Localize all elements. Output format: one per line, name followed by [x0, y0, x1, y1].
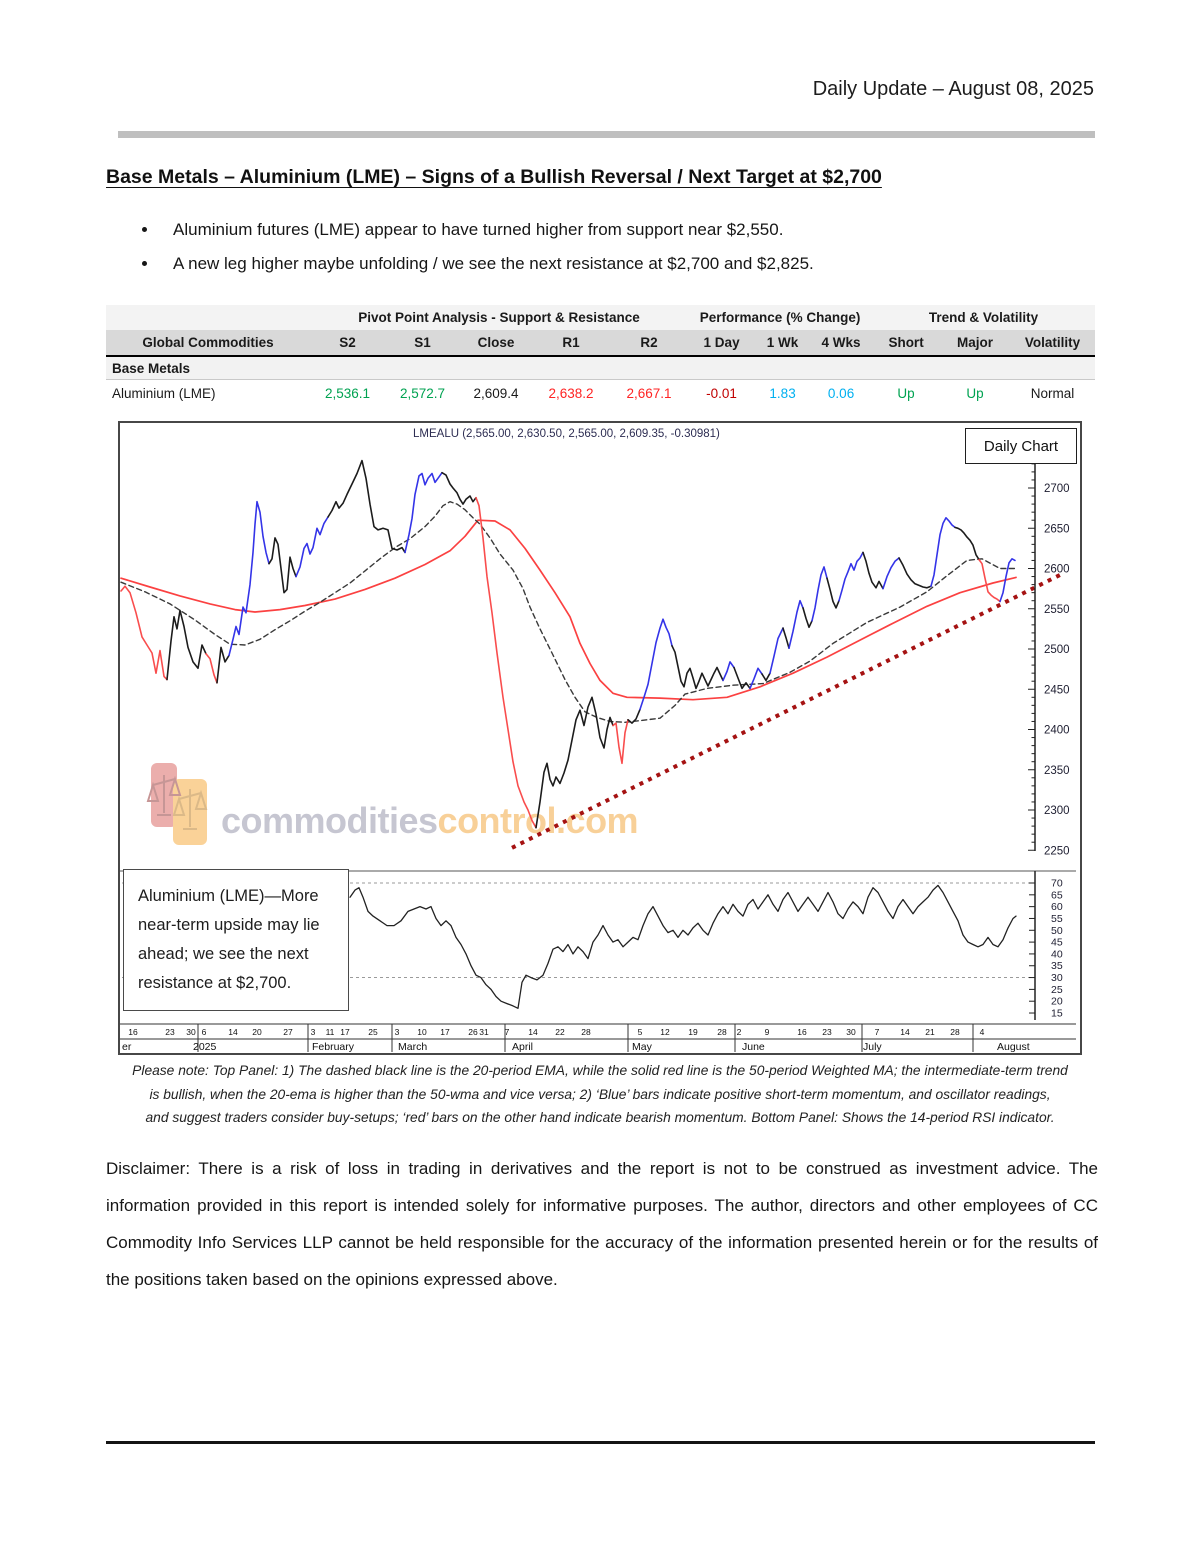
- day-label: 31: [479, 1027, 489, 1037]
- price-segment-blk: [328, 461, 405, 553]
- rsi-axis-label: 35: [1051, 960, 1063, 973]
- table-cell: 1.83: [755, 380, 810, 407]
- rsi-axis-label: 70: [1051, 877, 1063, 890]
- price-segment-blu: [750, 668, 762, 688]
- price-segment-red: [476, 498, 536, 828]
- table-column-header: R1: [532, 330, 610, 356]
- day-label: 7: [874, 1027, 880, 1037]
- day-label: 28: [950, 1027, 960, 1037]
- price-segment-red: [121, 586, 167, 679]
- rsi-axis-label: 15: [1051, 1007, 1063, 1020]
- price-segment-red: [979, 560, 1000, 602]
- month-label: March: [398, 1041, 428, 1053]
- chart-annotation-box: [123, 869, 349, 1011]
- bullet-item: • Aluminium futures (LME) appear to have turned higher from support near $2,550.: [159, 220, 814, 240]
- day-label: 17: [340, 1027, 350, 1037]
- table-column-header: 1 Day: [688, 330, 755, 356]
- month-label: August: [997, 1041, 1030, 1053]
- table-column-header: 1 Wk: [755, 330, 810, 356]
- day-label: 3: [310, 1027, 316, 1037]
- price-segment-blu: [296, 517, 328, 577]
- bottom-rule: [106, 1441, 1095, 1444]
- table-section-row: [106, 356, 1095, 380]
- rsi-axis-label: 30: [1051, 972, 1063, 985]
- day-label: 28: [717, 1027, 727, 1037]
- day-label: 2: [736, 1027, 742, 1037]
- chart-annotation-text: Aluminium (LME)—More near-term upside may lie ahead; we see the next resistance at $2,700.: [138, 887, 320, 992]
- rsi-axis-label: 55: [1051, 912, 1063, 925]
- price-segment-blk: [442, 473, 476, 504]
- day-label: 25: [368, 1027, 378, 1037]
- page-header-date: Daily Update – August 08, 2025: [812, 78, 1094, 100]
- price-segment-blu: [931, 518, 955, 586]
- table-cell: Up: [940, 380, 1010, 407]
- price-axis-label: 2600: [1044, 563, 1070, 576]
- price-segment-blu: [839, 552, 863, 600]
- rsi-axis-label: 45: [1051, 936, 1063, 949]
- price-chart-panel: [118, 421, 1082, 1055]
- price-segment-blk: [827, 578, 839, 608]
- chart-title: LMEALU (2,565.00, 2,630.50, 2,565.00, 2,609.35, -0.30981): [413, 428, 720, 440]
- price-segment-blu: [229, 502, 269, 656]
- day-label: 3: [394, 1027, 400, 1037]
- price-segment-blu: [789, 601, 803, 649]
- table-group-header: Pivot Point Analysis - Support & Resistance: [310, 305, 688, 330]
- table-group-header: Trend & Volatility: [872, 305, 1095, 330]
- price-axis-label: 2400: [1044, 724, 1070, 737]
- bullet-list: [141, 220, 814, 288]
- price-segment-blk: [783, 628, 789, 648]
- price-axis-label: 2700: [1044, 483, 1070, 495]
- support-trendline: [512, 575, 1060, 848]
- table-column-header: S1: [385, 330, 460, 356]
- footnote-line: and suggest traders consider buy-setups; ‘red’ bars on the other hand indicate bearish momentum. Bottom Panel: Shows the 14-period RSI indicator.: [145, 1110, 1055, 1125]
- table-cell: 2,667.1: [610, 380, 688, 407]
- day-label: 28: [581, 1027, 591, 1037]
- day-label: 5: [637, 1027, 643, 1037]
- price-segment-blu: [770, 628, 783, 673]
- table-group-header: Performance (% Change): [688, 305, 872, 330]
- price-axis-label: 2550: [1044, 603, 1070, 616]
- footnote-line: Please note: Top Panel: 1) The dashed black line is the 20-period EMA, while the solid red line is the 50-period Weighted MA; the intermediate-term trend: [132, 1063, 1068, 1078]
- price-segment-blk: [899, 558, 931, 588]
- table-column-header: Volatility: [1010, 330, 1095, 356]
- price-segment-blu: [883, 558, 899, 589]
- disclaimer-text: Disclaimer: There is a risk of loss in trading in derivatives and the report is not to be construed as investment advice. The information provided in this report is intended solely for informative purposes. The author, directors and other employees of CC Commodity Info Services LLP cannot be held responsible for the accuracy of the information presented herein or for the results of the positions taken based on the opinions expressed above.: [106, 1159, 1098, 1289]
- month-label: May: [632, 1041, 652, 1053]
- table-column-header: 4 Wks: [810, 330, 872, 356]
- day-label: 19: [688, 1027, 698, 1037]
- day-label: 10: [417, 1027, 427, 1037]
- price-segment-blu: [812, 567, 827, 621]
- month-label: April: [512, 1041, 534, 1053]
- price-segment-red: [206, 654, 217, 683]
- rsi-axis-label: 60: [1051, 901, 1063, 914]
- month-label: 2025: [193, 1041, 217, 1053]
- table-row: [106, 380, 1095, 407]
- rsi-line: [350, 885, 1016, 1008]
- watermark-text: commoditiescontrol.com: [221, 800, 639, 841]
- day-label: 7: [504, 1027, 510, 1037]
- table-column-header: Major: [940, 330, 1010, 356]
- day-label: 30: [846, 1027, 856, 1037]
- day-label: 12: [660, 1027, 670, 1037]
- price-segment-blk: [217, 647, 229, 682]
- table-cell: 2,536.1: [310, 380, 385, 407]
- rsi-axis-label: 25: [1051, 983, 1063, 996]
- month-label: July: [863, 1041, 882, 1053]
- wma50-line: [121, 520, 1016, 700]
- section-title: Base Metals – Aluminium (LME) – Signs of a Bullish Reversal / Next Target at $2,700: [106, 166, 882, 188]
- price-axis-label: 2250: [1044, 845, 1070, 858]
- price-segment-blk: [762, 673, 770, 680]
- table-cell: Aluminium (LME): [106, 380, 310, 407]
- price-segment-blk: [803, 608, 812, 627]
- price-segment-blk: [536, 697, 613, 827]
- day-label: 21: [925, 1027, 935, 1037]
- table-cell: 2,638.2: [532, 380, 610, 407]
- table-column-header: R2: [610, 330, 688, 356]
- day-label: 14: [528, 1027, 538, 1037]
- table-column-header: Global Commodities: [106, 330, 310, 356]
- day-label: 6: [201, 1027, 207, 1037]
- table-cell: Normal: [1010, 380, 1095, 407]
- table-cell: 2,609.4: [460, 380, 532, 407]
- chart-footnote: [100, 1059, 1100, 1130]
- table-cell: -0.01: [688, 380, 755, 407]
- price-axis-label: 2500: [1044, 644, 1070, 656]
- daily-chart-label-box: [965, 428, 1077, 464]
- day-label: 27: [283, 1027, 293, 1037]
- price-segment-blk: [167, 610, 206, 679]
- table-column-header-row: [106, 330, 1095, 356]
- footnote-line: is bullish, when the 20-ema is higher than the 50-wma and vice versa; 2) ‘Blue’ bars indicate positive short-term momentum, and oscillator readings,: [149, 1086, 1051, 1102]
- price-axis-label: 2350: [1044, 764, 1070, 777]
- month-label: June: [742, 1041, 765, 1053]
- day-label: 23: [165, 1027, 175, 1037]
- table-section-label: Base Metals: [106, 356, 1095, 380]
- rsi-axis-label: 20: [1051, 995, 1063, 1008]
- daily-chart-label: Daily Chart: [983, 437, 1059, 455]
- day-label: 22: [555, 1027, 565, 1037]
- price-segment-blk: [955, 527, 979, 559]
- table-cell: Up: [872, 380, 940, 407]
- commodity-table: [106, 305, 1095, 406]
- price-segment-blu: [723, 662, 734, 681]
- month-label: er: [122, 1041, 132, 1053]
- price-segment-blk: [672, 646, 723, 689]
- price-segment-blu: [405, 473, 442, 553]
- month-label: February: [312, 1041, 355, 1053]
- day-label: 17: [440, 1027, 450, 1037]
- day-label: 26: [468, 1027, 478, 1037]
- price-axis-label: 2450: [1044, 684, 1070, 697]
- price-segment-blk: [863, 552, 883, 588]
- day-label: 14: [228, 1027, 238, 1037]
- day-label: 23: [822, 1027, 832, 1037]
- table-column-header: Close: [460, 330, 532, 356]
- price-segment-blk: [269, 538, 296, 593]
- rsi-axis-label: 50: [1051, 924, 1063, 937]
- table-column-header: Short: [872, 330, 940, 356]
- price-axis-label: 2300: [1044, 805, 1070, 817]
- rsi-axis-label: 65: [1051, 889, 1063, 902]
- day-label: 11: [325, 1027, 335, 1037]
- day-label: 30: [186, 1027, 196, 1037]
- table-group-header-row: [106, 305, 1095, 330]
- day-label: 4: [979, 1027, 985, 1037]
- price-axis-label: 2650: [1044, 523, 1070, 536]
- day-label: 9: [764, 1027, 770, 1037]
- header-divider-bar: [118, 131, 1095, 138]
- rsi-axis-label: 40: [1051, 948, 1063, 961]
- price-segment-blu: [640, 619, 672, 709]
- bullet-item: • A new leg higher maybe unfolding / we see the next resistance at $2,700 and $2,825.: [159, 254, 814, 274]
- table-cell: 0.06: [810, 380, 872, 407]
- price-segment-red: [613, 720, 628, 764]
- day-label: 14: [900, 1027, 910, 1037]
- day-label: 16: [797, 1027, 807, 1037]
- table-column-header: S2: [310, 330, 385, 356]
- table-group-header: [106, 305, 310, 330]
- day-label: 16: [128, 1027, 138, 1037]
- day-label: 20: [252, 1027, 262, 1037]
- table-cell: 2,572.7: [385, 380, 460, 407]
